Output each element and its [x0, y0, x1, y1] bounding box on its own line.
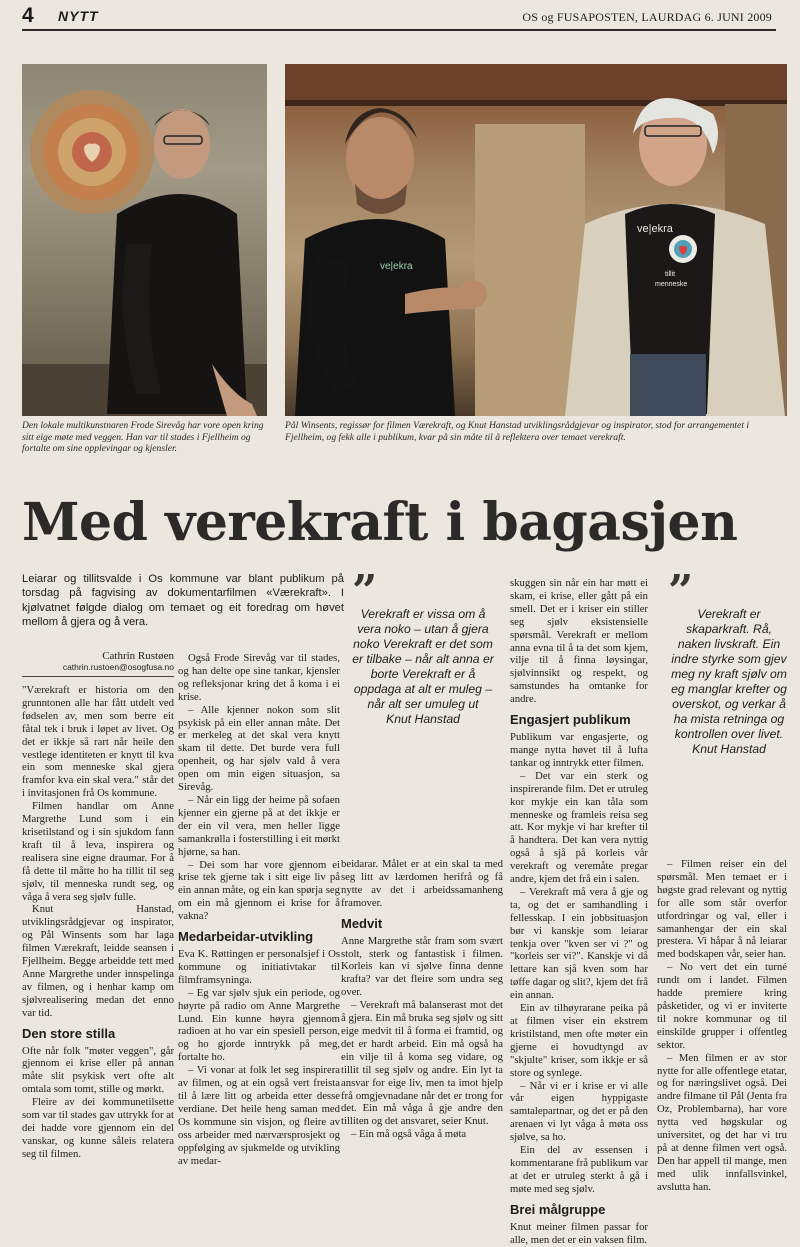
- article-column-1: [22, 684, 174, 1161]
- subheading: Medarbeidar-utvikling: [178, 929, 314, 945]
- paragraph: Ein del av essensen i kommentarane frå publikum var at det er utruleg sterkt å gå i møte med seg sjølv.: [510, 1144, 648, 1195]
- subheading: Engasjert publikum: [510, 712, 631, 728]
- article-column-5: [657, 858, 787, 1194]
- paragraph: "Værekraft er historia om den grunntonen alle har fått utdelt ved fødselen av, men som berre eit fåtal tek i bruk i løpet av livet. Og det er ikkje så rart når heile den vestlege identiteten er knytt til kva ein som menneske skal gjera framfor kva ein skal vera." står det i invitasjonen frå Os kommune.: [22, 684, 174, 800]
- paragraph: – Vi vonar at folk let seg inspirera av filmen, og at ein også vert freista til å lære litt og arbeida etter desse verdiane. Det heile heng saman med Os kommune sin visjon, og fleire av oss arbeider med nærværsprosjekt og oppfølging av sjukmelde og utvikling av medar-: [178, 1064, 340, 1167]
- paragraph: beidarar. Målet er at ein skal ta med seg litt av lærdomen herifrå og få nytte av det i arbeidssamanheng framover.: [341, 858, 503, 909]
- pull-quote-text: Verekraft er skaparkraft. Rå, naken livskraft. Ein indre styrke som gjev meg ny kraft sjølv om eg manglar krefter og overskot, og verkar å ha mista retninga og kontrollen over livet.: [671, 607, 787, 741]
- paragraph: Eva K. Røttingen er personalsjef i Os kommune og initiativtakar til filmframsyninga.: [178, 948, 340, 986]
- paper-date-line: OS og FUSAPOSTEN, LAURDAG 6. JUNI 2009: [522, 10, 772, 24]
- photo1-caption: Den lokale multikunstnaren Frode Sirevåg har vore open kring sitt eige møte med veggen. Han var til stades i Fjellheim og fortalte om sine opplevingar og kjensler.: [22, 420, 264, 454]
- paragraph: – Alle kjenner nokon som slit psykisk på ein eller annan måte. Det er merkeleg at det skal vera knytt skam til dette. Det burde vera full openheit, og har sjølv vald å vera open om min eigen situasjon, sa Sirevåg.: [178, 703, 340, 794]
- article-lead: Leiarar og tillitsvalde i Os kommune var blant publikum på torsdag på fagvising av dokumentarfilmen «Værekraft». I kjølvatnet følgde dialog om temaet og eit foredrag om høvet mellom å gjera og å vera.: [22, 573, 344, 629]
- subheading: Medvit: [341, 915, 383, 931]
- paragraph: – Eg var sjølv sjuk ein periode, og høyrte på radio om Anne Margrethe Lund. Ein kunne høyra gjennom radioen at ho var ein spesiell person, og ho gjorde inntrykk på meg, fortalte ho.: [178, 986, 340, 1064]
- paragraph: – No vert det ein turné rundt om i landet. Filmen hadde premiere kring påsketider, og vi er inviterte til nokre kommunar og til einskilde grupper i offentleg sektor.: [657, 961, 787, 1051]
- paragraph: – Filmen reiser ein del spørsmål. Men temaet er i høgste grad relevant og nyttig for alle som står overfor utfordringar og val, eller i samanhengar der ein skal prestera. Vi håpar å nå leiarar med bodskapen vår, seier han.: [657, 858, 787, 961]
- person-pal-winsents: [295, 108, 487, 416]
- article-column-4: [510, 577, 648, 1247]
- quote-mark-icon: ”: [352, 566, 378, 617]
- paragraph: Fleire av dei kommunetilsette som var til stades gav uttrykk for at dei hadde vore gjennom ein del vanskar, og kunne såleis relatera seg til filmen.: [22, 1096, 174, 1160]
- paragraph: – Dei som har vore gjennom ei krise tek gjerne tak i sitt eige liv på ein annan måte, og ein kan spørja seg om ein må gjennom ei krise for å vakna?: [178, 858, 340, 923]
- page-number: 4: [22, 4, 34, 27]
- paragraph: – Ein må også våga å møta: [351, 1128, 467, 1141]
- paragraph: – Men filmen er av stor nytte for alle offentlege etatar, og for næringslivet også. Dei andre filmane til Pål (Jenta fra Oz, Problembarna), har vore nytta ved høgskular og universitet, og det har vi tru på at denne filmen vert også. Den har appell til mange, men med ulik innfallsvinkel, avslutta han.: [657, 1051, 787, 1193]
- masthead-rule: [22, 29, 776, 31]
- shirt-print-right: ve|ekra: [637, 223, 673, 235]
- quote-mark-icon: ”: [668, 566, 694, 617]
- paragraph: Ein av tilhøyrarane peika på at filmen viser ein ekstrem kristilstand, men ofte møter ein gjerne ei hovudtyngd av "skjulte" kriser, som ikkje er så store og synlege.: [510, 1002, 648, 1079]
- paragraph: – Det var ein sterk og inspirerande film. Det er utruleg kor mykje ein kan tåla som menneske og framleis reisa seg att. Kor mykje vi har krefter til å handtera. Det kan vera nyttig også å sjå på korleis vår verekraft og veremåte pregar andre, kjem det frå ein i salen.: [510, 769, 648, 886]
- section-label: NYTT: [58, 8, 99, 24]
- paragraph: skuggen sin når ein har møtt ei skam, ei krise, eller gått på ein smell. Det er i kriser ein stiller seg sjølv eksistensielle spørsmål. Verekraft er mellom anna evna til å ta det som kjem, vilje til å finna løysingar, sjølvinnsikt og respekt, og samstundes ha omtanke for andre.: [510, 577, 648, 706]
- byline-email: cathrin.rustoen@osogfusa.no: [62, 662, 174, 672]
- paragraph: Anne Margrethe står fram som svært stolt, sterk og fantastisk i filmen. Korleis kan vi sjølve finna denne krafta? var det fleire som undra seg over.: [341, 934, 503, 999]
- paragraph: – Når ein ligg der heime på sofaen kjenner ein gjerne på at det ikkje er der ein vil vera, men heller ligge samankrølla i fosterstilling i eit mørkt hjørne, sa han.: [178, 793, 340, 858]
- pull-quote-author: Knut Hanstad: [386, 712, 460, 726]
- byline: [22, 650, 174, 672]
- article-headline: Med verekraft i bagasjen: [22, 492, 738, 553]
- article-column-2: [178, 652, 340, 1167]
- byline-name: Cathrin Rustøen: [102, 650, 174, 662]
- paragraph: Ofte når folk "møter veggen", går gjennom ei krise eller på annan måte slit psykisk vert ofte alt omtala som tomt, stille og mørkt.: [22, 1044, 174, 1096]
- subheading: Den store stilla: [22, 1025, 116, 1041]
- paragraph: – Verekraft må balanserast mot det å gjera. Ein må bruka seg sjølv og sitt eige medvit til å forma ei framtid, og det er hardt arbeid. Ein må også ha ein vilje til å koma seg vidare, og tillit til seg sjølv og andre. Ein lyt ta ansvar for eige liv, men ta imot hjelp frå omgjevnadane når det er trong for det. Ein må våga å gje andre den tilliten og det ansvaret, seier Knut.: [341, 999, 503, 1128]
- photo-winsents-hanstad: [285, 64, 787, 416]
- paragraph: Også Frode Sirevåg var til stades, og han delte ope sine tankar, kjensler og refleksjonar kring det å koma i ei krise.: [178, 652, 340, 703]
- shirt-print-left: ve|ekra: [380, 261, 413, 272]
- paragraph: Knut meiner filmen passar for alle, men det er ein vaksen film.: [510, 1220, 648, 1246]
- article-column-3: [341, 858, 503, 1141]
- paragraph: – Når vi er i krise er vi alle vår eigen hyppigaste samtalepartnar, og det er på den arenaen vi lyt våga å møta oss sjølve, sa ho.: [510, 1079, 648, 1144]
- pull-quote-2: [668, 566, 790, 757]
- paragraph: Publikum var engasjerte, og mange nytta høvet til å lufta tankar og inntrykk etter filmen.: [510, 731, 648, 769]
- pull-quote-author: Knut Hanstad: [692, 742, 766, 756]
- shirt-print-tillit: tillit: [665, 271, 676, 278]
- pull-quote-text: Verekraft er vissa om å vera noko – utan å gjera noko Verekraft er det som er tilbake – når alt anna er borte Verekraft er å oppdaga at alt er muleg – når alt ser umuleg ut: [352, 607, 494, 711]
- byline-rule: [22, 676, 174, 677]
- paragraph: Filmen handlar om Anne Margrethe Lund som i ein krisetilstand og i sin sjukdom fann kraft til å leva, inspirera og realisera sine eigne draumar. For å få dette til måtte ho ha tillit til seg sjølv, til menneska rundt seg, og våga å vera seg sjølv fulle.: [22, 800, 174, 903]
- paragraph: – Verekraft må vera å gje og ta, og det er samhandling i fellesskap. I ein jobbsituasjon bør vi kanskje som leiarar tenkja over "kven ser vi ?" og "korleis ser vi?". Kanskje vi då lettare kan sjå kven som har tøffe dagar og slit?, kjem det frå ein annan.: [510, 885, 648, 1002]
- pull-quote-1: [352, 566, 494, 727]
- subheading: Brei målgruppe: [510, 1201, 606, 1217]
- paragraph: Knut Hanstad, utviklingsrådgjevar og inspirator, og Pål Winsents som har laga filmen Værekraft, leidde seansen i Fjellheim. Begge arbeidde tett med Anne Margrethe under innspelinga av filmen, og i henhar kamp om sjølvrealisering medan det enno var tid.: [22, 903, 174, 1019]
- photo2-caption: Pål Winsents, regissør for filmen Værekraft, og Knut Hanstad utviklingsrådgjevar og inspirator, stod for arrangementet i Fjellheim, og fekk alle i publikum, kvar på sin måte til å reflektera over temaet verekraft.: [285, 420, 750, 443]
- shirt-print-menneske: menneske: [655, 281, 688, 288]
- target-artwork: [30, 90, 154, 214]
- photo-frode-sirevag: [22, 64, 267, 416]
